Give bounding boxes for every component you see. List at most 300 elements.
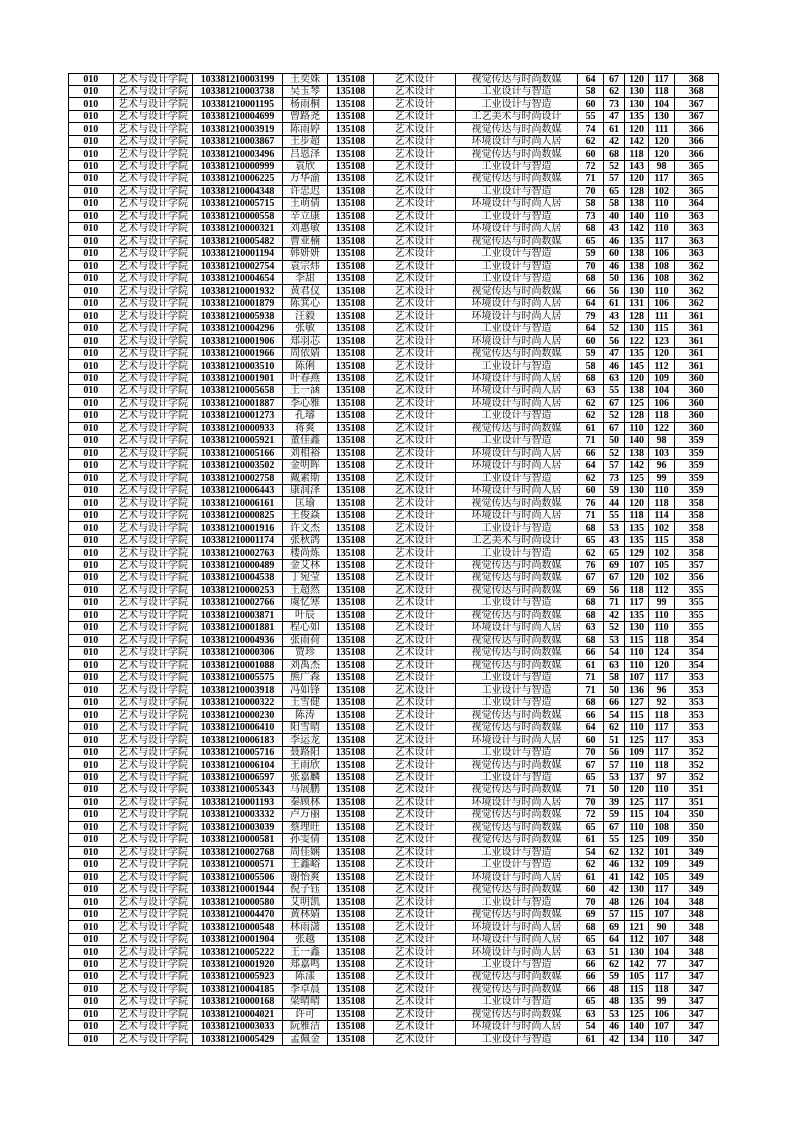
score-english-cell: 50 [604,435,625,447]
table-row [68,210,718,222]
research-direction-cell: 环境设计与时尚人居 [456,933,578,945]
exam-id-cell: 103381210002763 [193,547,283,559]
major-code-cell: 135108 [328,896,374,908]
research-direction-cell: 视觉传达与时尚数媒 [456,983,578,995]
total-score-cell: 362 [675,273,719,285]
exam-id-cell: 103381210000168 [193,996,283,1008]
exam-id-cell: 103381210003039 [193,821,283,833]
department-code-cell: 010 [68,809,114,821]
department-code-cell: 010 [68,634,114,646]
candidate-name-cell: 万华渝 [283,173,328,185]
score-english-cell: 62 [604,846,625,858]
table-row [68,522,718,534]
major-name-cell: 艺术设计 [374,821,456,833]
score-politics-cell: 59 [578,347,604,359]
research-direction-cell: 工业设计与智造 [456,696,578,708]
department-code-cell: 010 [68,185,114,197]
candidate-name-cell: 冯如锋 [283,684,328,696]
total-score-cell: 347 [675,983,719,995]
table-row [68,497,718,509]
score-subject1-cell: 122 [625,335,649,347]
department-code-cell: 010 [68,946,114,958]
research-direction-cell: 视觉传达与时尚数媒 [456,821,578,833]
score-subject2-cell: 118 [649,497,675,509]
exam-id-cell: 103381210004021 [193,1008,283,1020]
department-code-cell: 010 [68,597,114,609]
exam-id-cell: 103381210005343 [193,784,283,796]
score-english-cell: 62 [604,721,625,733]
major-name-cell: 艺术设计 [374,584,456,596]
major-code-cell: 135108 [328,821,374,833]
college-cell: 艺术与设计学院 [114,1021,193,1033]
score-politics-cell: 59 [578,248,604,260]
research-direction-cell: 工业设计与智造 [456,435,578,447]
table-row [68,584,718,596]
total-score-cell: 350 [675,821,719,833]
research-direction-cell: 环境设计与时尚人居 [456,484,578,496]
exam-id-cell: 103381210004936 [193,634,283,646]
college-cell: 艺术与设计学院 [114,883,193,895]
major-code-cell: 135108 [328,322,374,334]
research-direction-cell: 环境设计与时尚人居 [456,397,578,409]
candidate-name-cell: 袁宗炜 [283,260,328,272]
college-cell: 艺术与设计学院 [114,696,193,708]
research-direction-cell: 环境设计与时尚人居 [456,509,578,521]
major-name-cell: 艺术设计 [374,647,456,659]
exam-id-cell: 103381210001881 [193,622,283,634]
score-politics-cell: 66 [578,958,604,970]
department-code-cell: 010 [68,647,114,659]
major-name-cell: 艺术设计 [374,709,456,721]
candidate-name-cell: 许文杰 [283,522,328,534]
major-code-cell: 135108 [328,759,374,771]
score-subject1-cell: 120 [625,572,649,584]
table-row [68,896,718,908]
table-row [68,297,718,309]
candidate-name-cell: 王俊焱 [283,509,328,521]
score-subject2-cell: 117 [649,746,675,758]
score-english-cell: 63 [604,372,625,384]
score-subject2-cell: 104 [649,385,675,397]
total-score-cell: 365 [675,160,719,172]
exam-id-cell: 103381210005222 [193,946,283,958]
score-english-cell: 54 [604,647,625,659]
score-politics-cell: 79 [578,310,604,322]
major-name-cell: 艺术设计 [374,148,456,160]
candidate-name-cell: 孙雯倩 [283,834,328,846]
research-direction-cell: 工业设计与智造 [456,98,578,110]
score-subject1-cell: 118 [625,148,649,160]
score-subject1-cell: 128 [625,310,649,322]
exam-id-cell: 103381210005166 [193,447,283,459]
table-row [68,946,718,958]
score-politics-cell: 68 [578,223,604,235]
research-direction-cell: 环境设计与时尚人居 [456,460,578,472]
score-english-cell: 58 [604,672,625,684]
candidate-name-cell: 康润泽 [283,484,328,496]
table-row [68,347,718,359]
score-politics-cell: 62 [578,547,604,559]
table-row [68,622,718,634]
college-cell: 艺术与设计学院 [114,135,193,147]
score-politics-cell: 68 [578,522,604,534]
department-code-cell: 010 [68,460,114,472]
major-name-cell: 艺术设计 [374,672,456,684]
score-english-cell: 42 [604,883,625,895]
total-score-cell: 351 [675,796,719,808]
college-cell: 艺术与设计学院 [114,859,193,871]
major-code-cell: 135108 [328,460,374,472]
score-english-cell: 54 [604,709,625,721]
score-politics-cell: 68 [578,597,604,609]
research-direction-cell: 视觉传达与时尚数媒 [456,422,578,434]
department-code-cell: 010 [68,198,114,210]
table-row [68,771,718,783]
score-politics-cell: 62 [578,410,604,422]
candidate-name-cell: 吕恩泽 [283,148,328,160]
score-subject1-cell: 105 [625,971,649,983]
score-english-cell: 62 [604,85,625,97]
score-subject1-cell: 138 [625,447,649,459]
table-row [68,933,718,945]
score-subject2-cell: 90 [649,921,675,933]
score-subject2-cell: 110 [649,223,675,235]
exam-id-cell: 103381210005715 [193,198,283,210]
research-direction-cell: 环境设计与时尚人居 [456,310,578,322]
score-politics-cell: 61 [578,1033,604,1045]
exam-id-cell: 103381210005429 [193,1033,283,1045]
total-score-cell: 353 [675,672,719,684]
exam-id-cell: 103381210006443 [193,484,283,496]
score-english-cell: 41 [604,871,625,883]
candidate-name-cell: 贾珍 [283,647,328,659]
major-code-cell: 135108 [328,160,374,172]
department-code-cell: 010 [68,248,114,260]
college-cell: 艺术与设计学院 [114,796,193,808]
major-code-cell: 135108 [328,622,374,634]
college-cell: 艺术与设计学院 [114,684,193,696]
total-score-cell: 363 [675,210,719,222]
score-politics-cell: 74 [578,123,604,135]
research-direction-cell: 工业设计与智造 [456,85,578,97]
total-score-cell: 361 [675,310,719,322]
department-code-cell: 010 [68,1021,114,1033]
score-subject2-cell: 111 [649,123,675,135]
research-direction-cell: 工业设计与智造 [456,597,578,609]
research-direction-cell: 工业设计与智造 [456,771,578,783]
total-score-cell: 355 [675,622,719,634]
research-direction-cell: 工艺美术与时尚设计 [456,110,578,122]
candidate-name-cell: 张雨荷 [283,634,328,646]
score-english-cell: 47 [604,347,625,359]
table-row [68,572,718,584]
exam-id-cell: 103381210006183 [193,734,283,746]
score-subject1-cell: 110 [625,422,649,434]
candidate-name-cell: 王鑫峪 [283,859,328,871]
major-code-cell: 135108 [328,859,374,871]
score-subject2-cell: 107 [649,933,675,945]
score-politics-cell: 66 [578,285,604,297]
table-row [68,759,718,771]
score-english-cell: 62 [604,958,625,970]
candidate-name-cell: 郑羽芯 [283,335,328,347]
research-direction-cell: 工业设计与智造 [456,859,578,871]
score-politics-cell: 65 [578,933,604,945]
table-row [68,385,718,397]
score-english-cell: 63 [604,659,625,671]
score-subject2-cell: 103 [649,447,675,459]
score-subject2-cell: 115 [649,322,675,334]
research-direction-cell: 工业设计与智造 [456,684,578,696]
department-code-cell: 010 [68,771,114,783]
college-cell: 艺术与设计学院 [114,547,193,559]
table-row [68,696,718,708]
candidate-name-cell: 张秋鸽 [283,534,328,546]
table-row [68,173,718,185]
table-row [68,871,718,883]
candidate-name-cell: 辛立康 [283,210,328,222]
major-name-cell: 艺术设计 [374,185,456,197]
score-subject2-cell: 98 [649,435,675,447]
score-politics-cell: 68 [578,372,604,384]
research-direction-cell: 环境设计与时尚人居 [456,198,578,210]
table-row [68,310,718,322]
major-code-cell: 135108 [328,98,374,110]
score-subject1-cell: 132 [625,846,649,858]
research-direction-cell: 视觉传达与时尚数媒 [456,784,578,796]
major-code-cell: 135108 [328,410,374,422]
score-subject1-cell: 140 [625,210,649,222]
major-name-cell: 艺术设计 [374,622,456,634]
major-code-cell: 135108 [328,696,374,708]
research-direction-cell: 环境设计与时尚人居 [456,622,578,634]
exam-id-cell: 103381210003199 [193,73,283,85]
major-code-cell: 135108 [328,734,374,746]
candidate-name-cell: 阳雪晴 [283,721,328,733]
candidate-name-cell: 许忠迟 [283,185,328,197]
department-code-cell: 010 [68,846,114,858]
score-subject2-cell: 104 [649,809,675,821]
research-direction-cell: 环境设计与时尚人居 [456,1021,578,1033]
candidate-name-cell: 黄君仪 [283,285,328,297]
college-cell: 艺术与设计学院 [114,721,193,733]
score-english-cell: 46 [604,1021,625,1033]
score-english-cell: 67 [604,397,625,409]
major-code-cell: 135108 [328,148,374,160]
table-row [68,647,718,659]
candidate-name-cell: 梁晴晴 [283,996,328,1008]
table-row [68,509,718,521]
department-code-cell: 010 [68,871,114,883]
score-politics-cell: 60 [578,734,604,746]
score-subject1-cell: 125 [625,397,649,409]
score-english-cell: 46 [604,260,625,272]
score-politics-cell: 72 [578,809,604,821]
exam-id-cell: 103381210000322 [193,696,283,708]
major-code-cell: 135108 [328,397,374,409]
total-score-cell: 362 [675,297,719,309]
score-english-cell: 59 [604,484,625,496]
score-subject2-cell: 120 [649,347,675,359]
candidate-name-cell: 汪毅 [283,310,328,322]
major-name-cell: 艺术设计 [374,447,456,459]
major-name-cell: 艺术设计 [374,522,456,534]
score-politics-cell: 68 [578,273,604,285]
major-code-cell: 135108 [328,871,374,883]
score-politics-cell: 65 [578,821,604,833]
score-english-cell: 59 [604,809,625,821]
score-subject2-cell: 118 [649,634,675,646]
exam-id-cell: 103381210005506 [193,871,283,883]
score-subject1-cell: 130 [625,322,649,334]
major-name-cell: 艺术设计 [374,410,456,422]
score-english-cell: 50 [604,273,625,285]
score-subject2-cell: 120 [649,135,675,147]
score-politics-cell: 63 [578,385,604,397]
research-direction-cell: 工业设计与智造 [456,672,578,684]
candidate-name-cell: 马展鹏 [283,784,328,796]
score-english-cell: 43 [604,534,625,546]
exam-id-cell: 103381210001887 [193,397,283,409]
major-code-cell: 135108 [328,609,374,621]
department-code-cell: 010 [68,372,114,384]
total-score-cell: 347 [675,1033,719,1045]
college-cell: 艺术与设计学院 [114,871,193,883]
department-code-cell: 010 [68,933,114,945]
department-code-cell: 010 [68,235,114,247]
research-direction-cell: 视觉传达与时尚数媒 [456,883,578,895]
candidate-name-cell: 董佳鑫 [283,435,328,447]
score-subject1-cell: 142 [625,958,649,970]
college-cell: 艺术与设计学院 [114,771,193,783]
table-row [68,460,718,472]
college-cell: 艺术与设计学院 [114,921,193,933]
major-name-cell: 艺术设计 [374,834,456,846]
table-row [68,996,718,1008]
total-score-cell: 353 [675,721,719,733]
table-row [68,198,718,210]
major-name-cell: 艺术设计 [374,1008,456,1020]
major-name-cell: 艺术设计 [374,1021,456,1033]
table-row [68,597,718,609]
exam-id-cell: 103381210005938 [193,310,283,322]
candidate-name-cell: 楼尚炼 [283,547,328,559]
table-row [68,484,718,496]
major-code-cell: 135108 [328,1021,374,1033]
score-subject2-cell: 110 [649,1033,675,1045]
research-direction-cell: 视觉传达与时尚数媒 [456,73,578,85]
major-code-cell: 135108 [328,73,374,85]
major-name-cell: 艺术设计 [374,85,456,97]
candidate-name-cell: 孟佩金 [283,1033,328,1045]
exam-id-cell: 103381210000489 [193,559,283,571]
score-politics-cell: 62 [578,859,604,871]
candidate-name-cell: 陈雨婷 [283,123,328,135]
research-direction-cell: 环境设计与时尚人居 [456,335,578,347]
research-direction-cell: 环境设计与时尚人居 [456,921,578,933]
candidate-name-cell: 李心雅 [283,397,328,409]
score-politics-cell: 61 [578,422,604,434]
score-english-cell: 40 [604,210,625,222]
table-row [68,547,718,559]
table-row [68,360,718,372]
major-name-cell: 艺术设计 [374,235,456,247]
research-direction-cell: 环境设计与时尚人居 [456,796,578,808]
total-score-cell: 365 [675,185,719,197]
college-cell: 艺术与设计学院 [114,971,193,983]
score-english-cell: 42 [604,609,625,621]
table-row [68,85,718,97]
department-code-cell: 010 [68,148,114,160]
score-english-cell: 52 [604,160,625,172]
major-name-cell: 艺术设计 [374,609,456,621]
score-politics-cell: 61 [578,659,604,671]
college-cell: 艺术与设计学院 [114,559,193,571]
exam-id-cell: 103381210004470 [193,908,283,920]
score-subject1-cell: 142 [625,460,649,472]
major-code-cell: 135108 [328,771,374,783]
department-code-cell: 010 [68,335,114,347]
score-politics-cell: 58 [578,198,604,210]
research-direction-cell: 视觉传达与时尚数媒 [456,709,578,721]
score-subject1-cell: 128 [625,185,649,197]
major-name-cell: 艺术设计 [374,996,456,1008]
score-subject1-cell: 110 [625,721,649,733]
major-code-cell: 135108 [328,260,374,272]
college-cell: 艺术与设计学院 [114,759,193,771]
college-cell: 艺术与设计学院 [114,522,193,534]
research-direction-cell: 视觉传达与时尚数媒 [456,759,578,771]
total-score-cell: 358 [675,509,719,521]
score-subject2-cell: 110 [649,285,675,297]
department-code-cell: 010 [68,273,114,285]
score-subject1-cell: 135 [625,110,649,122]
table-row [68,672,718,684]
major-name-cell: 艺术设计 [374,173,456,185]
exam-id-cell: 103381210004185 [193,983,283,995]
table-row [68,821,718,833]
total-score-cell: 354 [675,634,719,646]
major-code-cell: 135108 [328,223,374,235]
major-code-cell: 135108 [328,509,374,521]
college-cell: 艺术与设计学院 [114,572,193,584]
score-politics-cell: 66 [578,709,604,721]
major-name-cell: 艺术设计 [374,160,456,172]
major-name-cell: 艺术设计 [374,322,456,334]
total-score-cell: 359 [675,484,719,496]
department-code-cell: 010 [68,547,114,559]
exam-id-cell: 103381210005575 [193,672,283,684]
major-code-cell: 135108 [328,447,374,459]
table-row [68,1008,718,1020]
major-name-cell: 艺术设计 [374,285,456,297]
score-subject1-cell: 109 [625,746,649,758]
table-row [68,958,718,970]
college-cell: 艺术与设计学院 [114,148,193,160]
major-name-cell: 艺术设计 [374,971,456,983]
score-english-cell: 58 [604,198,625,210]
major-name-cell: 艺术设计 [374,659,456,671]
exam-id-cell: 103381210001904 [193,933,283,945]
score-english-cell: 65 [604,185,625,197]
major-name-cell: 艺术设计 [374,260,456,272]
score-politics-cell: 70 [578,796,604,808]
college-cell: 艺术与设计学院 [114,410,193,422]
major-name-cell: 艺术设计 [374,110,456,122]
exam-id-cell: 103381210003502 [193,460,283,472]
total-score-cell: 365 [675,173,719,185]
college-cell: 艺术与设计学院 [114,397,193,409]
